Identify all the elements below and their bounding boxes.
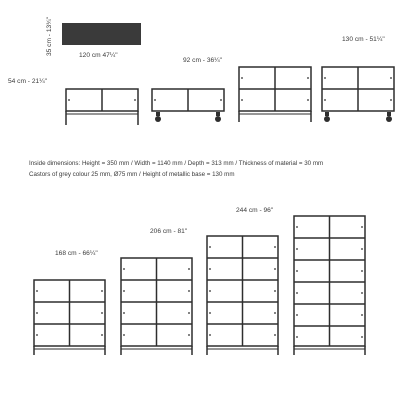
swatch-height-label: 35 cm - 13¾" <box>46 17 53 56</box>
low-height-label: 54 cm - 21¼" <box>8 78 47 85</box>
width-206-label: 206 cm - 81" <box>150 228 188 235</box>
unit-low-legs <box>66 89 138 125</box>
unit-206 <box>121 258 192 355</box>
width-244-label: 244 cm - 96" <box>236 207 274 214</box>
unit-168 <box>34 280 105 355</box>
unit-92-castors <box>322 67 394 122</box>
castors-note: Castors of grey colour 25 mm, Ø75 mm / Height of metallic base = 130 mm <box>29 171 235 178</box>
width-168-label: 168 cm - 66¼" <box>55 250 98 257</box>
width-130-label: 130 cm - 51¼" <box>342 36 385 43</box>
material-swatch <box>62 23 141 45</box>
swatch-width-label: 120 cm 47¼" <box>79 52 118 59</box>
inside-dimensions-note: Inside dimensions: Height = 350 mm / Width = 1140 mm / Depth = 313 mm / Thickness of material = 30 mm <box>29 160 324 167</box>
unit-244 <box>207 236 278 355</box>
unit-92-legs <box>239 67 311 122</box>
unit-low-castors <box>152 89 224 122</box>
width-92-label: 92 cm - 36¼" <box>183 57 222 64</box>
unit-tallest <box>294 216 365 355</box>
